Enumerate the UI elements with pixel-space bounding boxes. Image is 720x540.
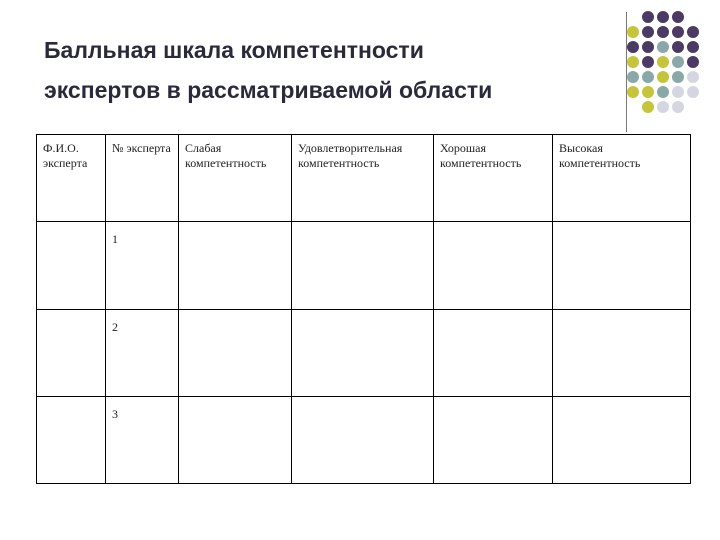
decor-dot bbox=[657, 71, 669, 83]
decor-dot bbox=[627, 26, 639, 38]
decor-dot bbox=[642, 26, 654, 38]
decor-dot bbox=[672, 71, 684, 83]
table-header-row bbox=[37, 135, 691, 222]
decor-dot bbox=[642, 101, 654, 113]
header-high: Высокая компетентность bbox=[553, 135, 691, 222]
cell-weak bbox=[179, 222, 292, 310]
cell-satisfactory bbox=[292, 397, 434, 484]
decor-dot bbox=[657, 56, 669, 68]
decor-dot bbox=[672, 56, 684, 68]
header-expert-name: Ф.И.О. эксперта bbox=[37, 135, 106, 222]
expert-number: 3 bbox=[112, 407, 118, 421]
expert-number: 2 bbox=[112, 320, 118, 334]
header-satisfactory: Удовлетворительная компетентность bbox=[292, 135, 434, 222]
table-row bbox=[37, 222, 691, 310]
cell-weak bbox=[179, 397, 292, 484]
decor-dot bbox=[627, 56, 639, 68]
table-row bbox=[37, 397, 691, 484]
cell-high bbox=[553, 310, 691, 397]
header-expert-number: № эксперта bbox=[106, 135, 179, 222]
page-title-line-1: Балльная шкала компетентности bbox=[44, 37, 424, 63]
decor-dot bbox=[687, 71, 699, 83]
cell-expert-name bbox=[37, 397, 106, 484]
decor-dot bbox=[687, 41, 699, 53]
decor-dot bbox=[657, 41, 669, 53]
header-good: Хорошая компетентность bbox=[434, 135, 553, 222]
cell-good bbox=[434, 222, 553, 310]
decor-dot bbox=[672, 86, 684, 98]
decor-dot bbox=[642, 86, 654, 98]
cell-expert-number bbox=[106, 397, 179, 484]
table-row bbox=[37, 310, 691, 397]
decor-dot bbox=[627, 86, 639, 98]
decor-dot bbox=[642, 41, 654, 53]
decor-dot bbox=[627, 71, 639, 83]
decor-dot bbox=[672, 41, 684, 53]
cell-high bbox=[553, 397, 691, 484]
cell-expert-number bbox=[106, 222, 179, 310]
cell-expert-name bbox=[37, 310, 106, 397]
decorative-dot-grid bbox=[0, 0, 720, 120]
decor-dot bbox=[657, 86, 669, 98]
decor-dot bbox=[642, 11, 654, 23]
cell-high bbox=[553, 222, 691, 310]
cell-expert-number bbox=[106, 310, 179, 397]
cell-satisfactory bbox=[292, 222, 434, 310]
decor-dot bbox=[657, 11, 669, 23]
decor-dot bbox=[657, 101, 669, 113]
decor-dot bbox=[672, 11, 684, 23]
expert-number: 1 bbox=[112, 232, 118, 246]
expert-competence-table bbox=[36, 134, 691, 484]
page-title-line-2: экспертов в рассматриваемой области bbox=[44, 77, 493, 103]
cell-good bbox=[434, 397, 553, 484]
decor-dot bbox=[642, 56, 654, 68]
cell-satisfactory bbox=[292, 310, 434, 397]
decor-dot bbox=[672, 26, 684, 38]
decor-dot bbox=[687, 86, 699, 98]
cell-expert-name bbox=[37, 222, 106, 310]
decor-dot bbox=[672, 101, 684, 113]
header-weak: Слабая компетентность bbox=[179, 135, 292, 222]
decor-dot bbox=[687, 56, 699, 68]
cell-good bbox=[434, 310, 553, 397]
cell-weak bbox=[179, 310, 292, 397]
decor-dot bbox=[657, 26, 669, 38]
decor-dot bbox=[687, 26, 699, 38]
decor-dot bbox=[627, 41, 639, 53]
decor-dot bbox=[642, 71, 654, 83]
